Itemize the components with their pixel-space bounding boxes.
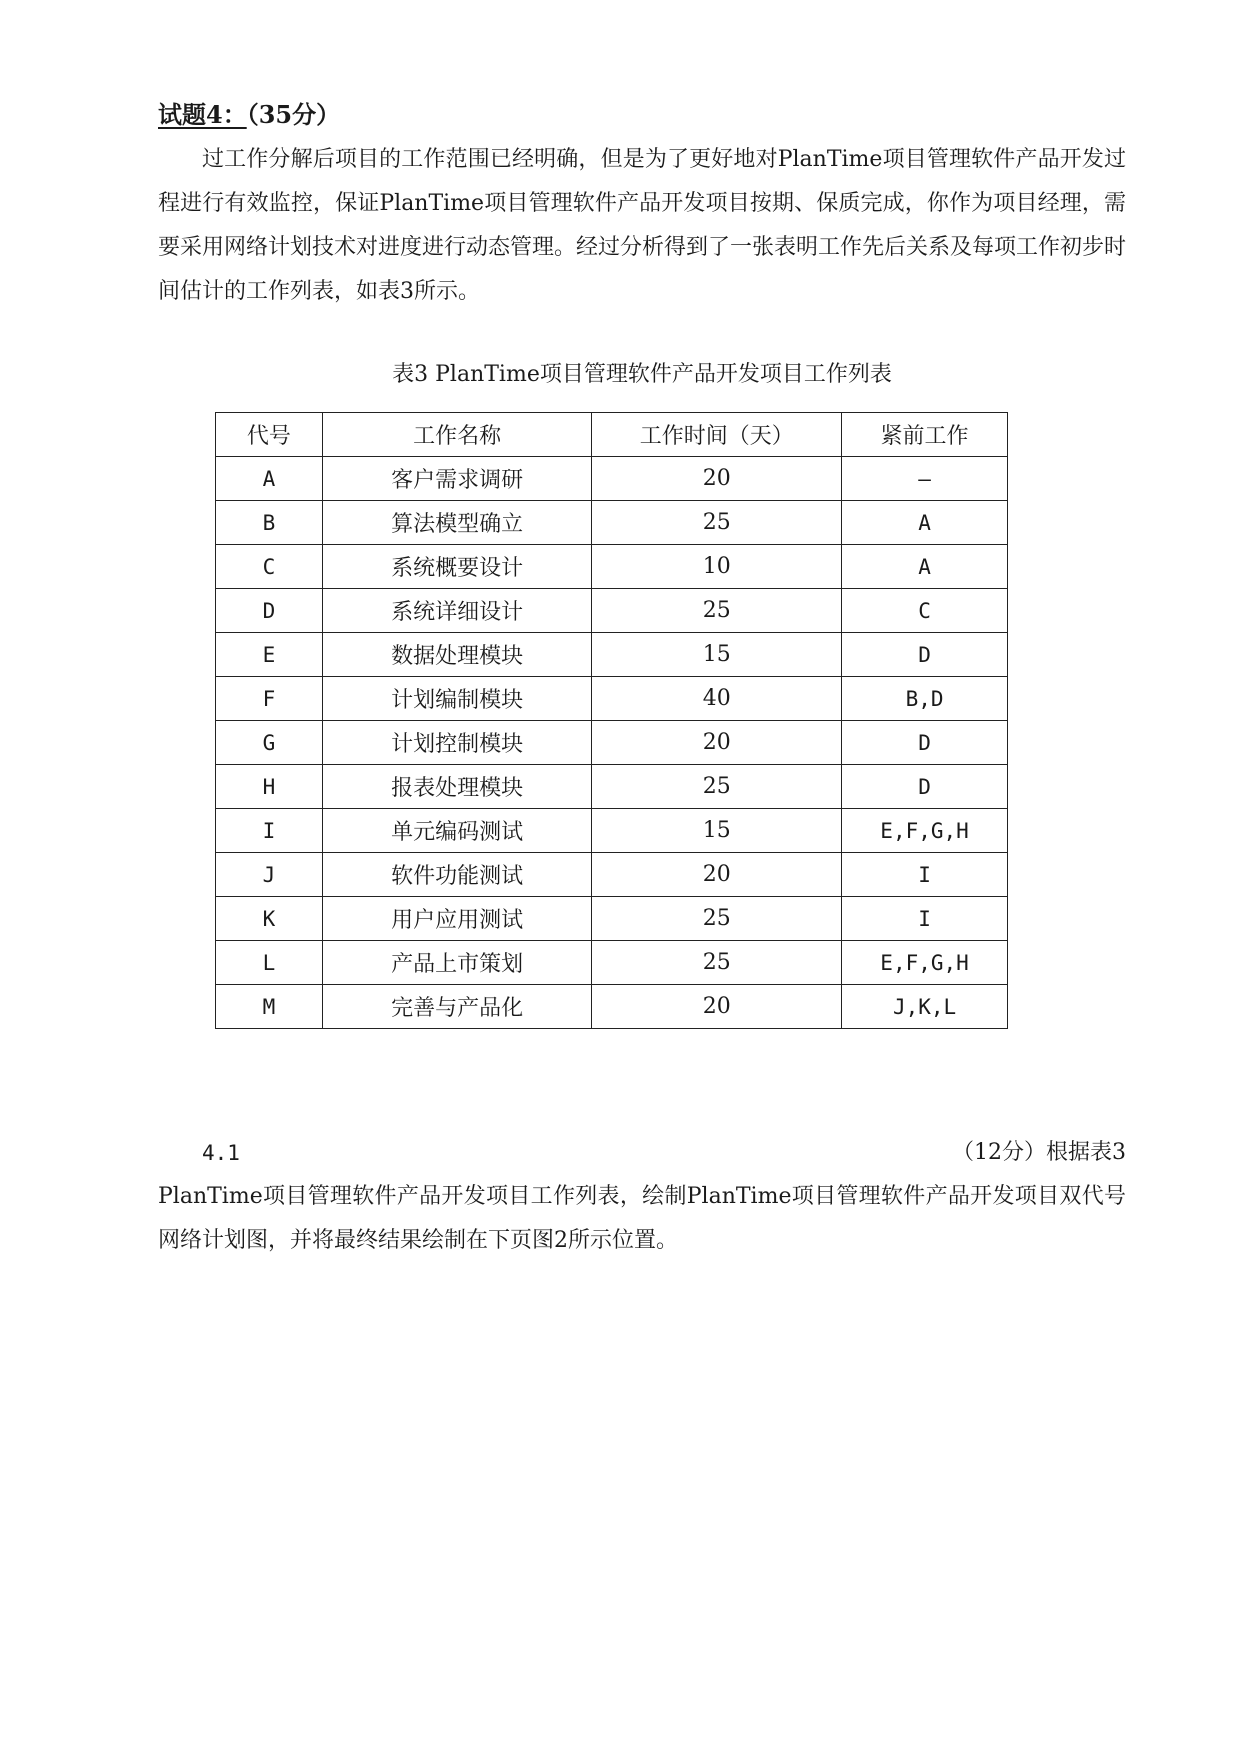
cell-work-time: 25	[592, 765, 842, 809]
cell-work-name: 系统概要设计	[322, 545, 592, 589]
cell-code: D	[216, 589, 323, 633]
cell-code: F	[216, 677, 323, 721]
cell-work-time: 10	[592, 545, 842, 589]
cell-work-name: 用户应用测试	[322, 897, 592, 941]
table-row	[216, 765, 1008, 809]
cell-work-name: 报表处理模块	[322, 765, 592, 809]
header-predecessor: 紧前工作	[842, 413, 1008, 457]
cell-work-name: 产品上市策划	[322, 941, 592, 985]
header-work-time: 工作时间（天）	[592, 413, 842, 457]
table-body	[216, 457, 1008, 1029]
cell-work-name: 软件功能测试	[322, 853, 592, 897]
cell-predecessor: D	[842, 633, 1008, 677]
table-row	[216, 941, 1008, 985]
cell-code: G	[216, 721, 323, 765]
cell-code: H	[216, 765, 323, 809]
cell-work-name: 算法模型确立	[322, 501, 592, 545]
cell-work-name: 系统详细设计	[322, 589, 592, 633]
cell-work-time: 20	[592, 721, 842, 765]
subquestion-number: 4.1	[202, 1141, 240, 1165]
table-caption: 表3 PlanTime项目管理软件产品开发项目工作列表	[392, 362, 892, 387]
table-row	[216, 853, 1008, 897]
subquestion-4-1	[158, 1131, 1126, 1263]
cell-work-time: 20	[592, 853, 842, 897]
subquestion-text: PlanTime项目管理软件产品开发项目工作列表，绘制PlanTime项目管理软件产品开发项目双代号网络计划图，并将最终结果绘制在下页图2所示位置。	[158, 1184, 1126, 1253]
cell-work-time: 25	[592, 897, 842, 941]
work-list-table	[215, 412, 1008, 1029]
cell-code: E	[216, 633, 323, 677]
cell-code: I	[216, 809, 323, 853]
cell-work-name: 单元编码测试	[322, 809, 592, 853]
question-heading	[158, 98, 340, 132]
cell-work-time: 15	[592, 633, 842, 677]
cell-work-name: 数据处理模块	[322, 633, 592, 677]
table-row	[216, 985, 1008, 1029]
cell-work-time: 20	[592, 457, 842, 501]
cell-predecessor: A	[842, 545, 1008, 589]
cell-work-time: 40	[592, 677, 842, 721]
cell-code: K	[216, 897, 323, 941]
cell-work-name: 完善与产品化	[322, 985, 592, 1029]
table-row	[216, 721, 1008, 765]
cell-work-name: 计划编制模块	[322, 677, 592, 721]
table-row	[216, 457, 1008, 501]
cell-code: L	[216, 941, 323, 985]
table-row	[216, 897, 1008, 941]
table-row	[216, 545, 1008, 589]
table-row	[216, 589, 1008, 633]
header-work-name: 工作名称	[322, 413, 592, 457]
cell-predecessor: I	[842, 853, 1008, 897]
table-row	[216, 501, 1008, 545]
cell-work-time: 20	[592, 985, 842, 1029]
cell-work-name: 计划控制模块	[322, 721, 592, 765]
intro-paragraph: 过工作分解后项目的工作范围已经明确，但是为了更好地对PlanTime项目管理软件产品开发过程进行有效监控，保证PlanTime项目管理软件产品开发项目按期、保质完成，你作为项目经理，需要采用网络计划技术对进度进行动态管理。经过分析得到了一张表明工作先后关系及每项工作初步时间估计的工作列表，如表3所示。	[158, 147, 1127, 304]
cell-work-time: 25	[592, 941, 842, 985]
cell-predecessor: D	[842, 765, 1008, 809]
cell-predecessor: D	[842, 721, 1008, 765]
cell-work-name: 客户需求调研	[322, 457, 592, 501]
header-code: 代号	[216, 413, 323, 457]
cell-predecessor: A	[842, 501, 1008, 545]
cell-predecessor: J,K,L	[842, 985, 1008, 1029]
cell-predecessor: E,F,G,H	[842, 809, 1008, 853]
cell-work-time: 25	[592, 501, 842, 545]
cell-predecessor: —	[842, 457, 1008, 501]
table-row	[216, 633, 1008, 677]
cell-code: A	[216, 457, 323, 501]
cell-work-time: 15	[592, 809, 842, 853]
cell-code: M	[216, 985, 323, 1029]
cell-predecessor: B,D	[842, 677, 1008, 721]
cell-predecessor: I	[842, 897, 1008, 941]
table-row	[216, 809, 1008, 853]
cell-code: J	[216, 853, 323, 897]
table-row	[216, 677, 1008, 721]
cell-work-time: 25	[592, 589, 842, 633]
subquestion-points: （12分）根据表3	[952, 1140, 1126, 1165]
question-points: （35分）	[246, 100, 341, 129]
cell-code: B	[216, 501, 323, 545]
question-title: 试题4：	[158, 100, 247, 129]
cell-predecessor: C	[842, 589, 1008, 633]
table-header-row	[216, 413, 1008, 457]
cell-code: C	[216, 545, 323, 589]
cell-predecessor: E,F,G,H	[842, 941, 1008, 985]
